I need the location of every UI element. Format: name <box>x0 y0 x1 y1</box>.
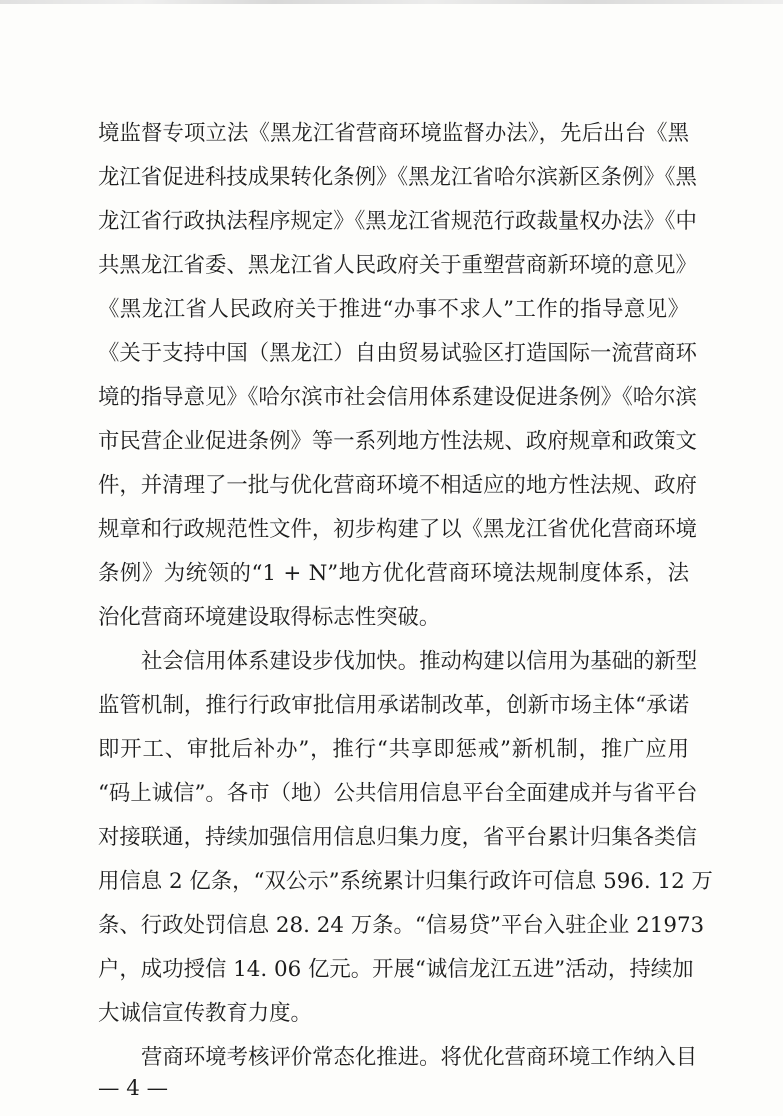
paragraph-first-line: 营商环境考核评价常态化推进。将优化营商环境工作纳入目 <box>141 1045 698 1070</box>
text-line: 条例》为统领的“1 + N”地方优化营商环境法规制度体系，法 <box>98 561 689 586</box>
text-line: 对接联通，持续加强信用信息归集力度，省平台累计归集各类信 <box>98 825 697 850</box>
text-line: 《关于支持中国（黑龙江）自由贸易试验区打造国际一流营商环 <box>98 341 697 366</box>
text-line: 境监督专项立法《黑龙江省营商环境监督办法》，先后出台《黑 <box>98 121 689 146</box>
text-line: “码上诚信”。各市（地）公共信用信息平台全面建成并与省平台 <box>98 781 698 806</box>
text-line: 户，成功授信 14. 06 亿元。开展“诚信龙江五进”活动，持续加 <box>98 957 694 982</box>
text-line: 治化营商环境建设取得标志性突破。 <box>98 605 441 630</box>
text-line: 《黑龙江省人民政府关于推进“办事不求人”工作的指导意见》 <box>98 297 689 322</box>
paragraph-first-line: 社会信用体系建设步伐加快。推动构建以信用为基础的新型 <box>141 649 698 674</box>
text-line: 规章和行政规范性文件，初步构建了以《黑龙江省优化营商环境 <box>98 517 697 542</box>
text-line: 境的指导意见》《哈尔滨市社会信用体系建设促进条例》《哈尔滨 <box>98 385 697 410</box>
text-line: 龙江省促进科技成果转化条例》《黑龙江省哈尔滨新区条例》《黑 <box>98 165 697 190</box>
text-line: 用信息 2 亿条，“双公示”系统累计归集行政许可信息 596. 12 万 <box>98 869 713 894</box>
text-line: 即开工、审批后补办”，推行“共享即惩戒”新机制，推广应用 <box>98 737 689 762</box>
page-number: — 4 — <box>98 1076 168 1101</box>
text-line: 共黑龙江省委、黑龙江省人民政府关于重塑营商新环境的意见》 <box>98 253 697 278</box>
text-line: 市民营企业促进条例》等一系列地方性法规、政府规章和政策文 <box>98 429 697 454</box>
text-line: 条、行政处罚信息 28. 24 万条。“信易贷”平台入驻企业 21973 <box>98 913 705 938</box>
text-line: 监管机制，推行行政审批信用承诺制改革，创新市场主体“承诺 <box>98 693 689 718</box>
text-line: 大诚信宣传教育力度。 <box>98 1001 312 1026</box>
text-line: 件，并清理了一批与优化营商环境不相适应的地方性法规、政府 <box>98 473 697 498</box>
text-line: 龙江省行政执法程序规定》《黑龙江省规范行政裁量权办法》《中 <box>98 209 697 234</box>
scan-top-edge <box>0 0 783 4</box>
